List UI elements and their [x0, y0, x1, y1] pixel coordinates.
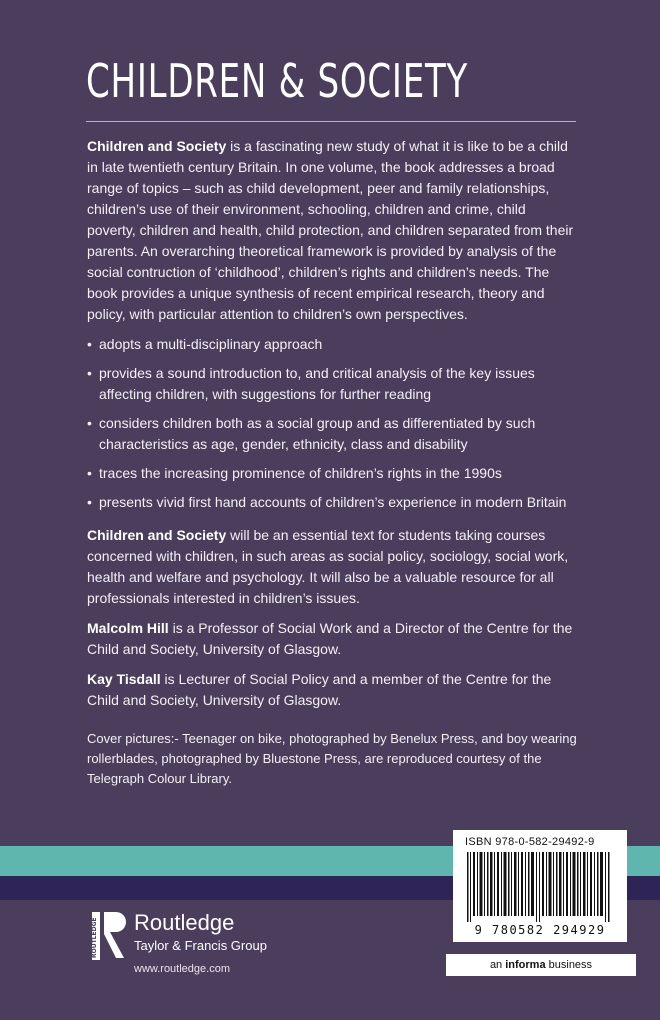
intro-paragraph	[87, 136, 577, 325]
audience-text: will be an essential text for students taking courses concerned with children, in such areas as social policy, sociology, social work, health and welfare and psychology. It will also be a valuable resource for all professionals interested in children’s issues.	[87, 527, 569, 606]
author-name-1: Malcolm Hill	[87, 620, 169, 636]
informa-brand: informa	[505, 959, 546, 971]
book-title: CHILDREN & SOCIETY	[86, 54, 469, 108]
author-name-2: Kay Tisdall	[87, 671, 161, 687]
intro-lead: Children and Society	[87, 138, 227, 154]
informa-badge	[446, 954, 636, 976]
author-bio-1	[87, 618, 577, 660]
audience-lead: Children and Society	[87, 527, 227, 543]
isbn-digits: 9 780582 294929	[474, 923, 606, 937]
barcode-panel	[453, 830, 627, 942]
barcode-icon	[465, 852, 615, 922]
publisher-url[interactable]: www.routledge.com	[134, 963, 230, 975]
feature-list	[87, 334, 577, 513]
author-text-2: is Lecturer of Social Policy and a member of the Centre for the Child and Society, University of Glasgow.	[87, 671, 552, 708]
feature-item: • presents vivid first hand accounts of children’s experience in modern Britain	[87, 492, 577, 513]
intro-text: is a fascinating new study of what it is like to be a child in late twentieth century Britain. In one volume, the book addresses a broad range of topics – such as child development, peer and family relationships, children’s use of their environment, schooling, children and crime, child poverty, children and health, child protection, and children separated from their parents. An overarching theoretical framework is provided by analysis of the social contruction of ‘childhood’, children’s rights and children’s needs. The book provides a unique synthesis of recent empirical research, theory and policy, with particular attention to children’s own perspectives.	[87, 138, 574, 322]
title-divider	[86, 121, 576, 122]
feature-item: • considers children both as a social group and as differentiated by such characteristics as age, gender, ethnicity, class and disability	[87, 413, 577, 455]
informa-suffix: business	[545, 959, 593, 971]
logo-vertical-text: ROUTLEDGE	[91, 917, 98, 958]
feature-item: • provides a sound introduction to, and critical analysis of the key issues affecting children, with suggestions for further reading	[87, 363, 577, 405]
author-bio-2	[87, 669, 577, 711]
publisher-name: Routledge	[134, 910, 235, 935]
routledge-logo-icon	[90, 910, 130, 962]
blurb	[87, 136, 577, 798]
author-text-1: is a Professor of Social Work and a Director of the Centre for the Child and Society, University of Glasgow.	[87, 620, 573, 657]
cover-credits: Cover pictures:- Teenager on bike, photographed by Benelux Press, and boy wearing rollerblades, photographed by Bluestone Press, are reproduced courtesy of the Telegraph Colour Library.	[87, 731, 577, 786]
informa-prefix: an	[489, 959, 506, 971]
feature-item: • adopts a multi-disciplinary approach	[87, 334, 577, 355]
audience-paragraph	[87, 525, 577, 609]
publisher-group: Taylor & Francis Group	[134, 938, 267, 953]
isbn-label: ISBN 978-0-582-29492-9	[465, 836, 595, 848]
feature-item: • traces the increasing prominence of children’s rights in the 1990s	[87, 463, 577, 484]
